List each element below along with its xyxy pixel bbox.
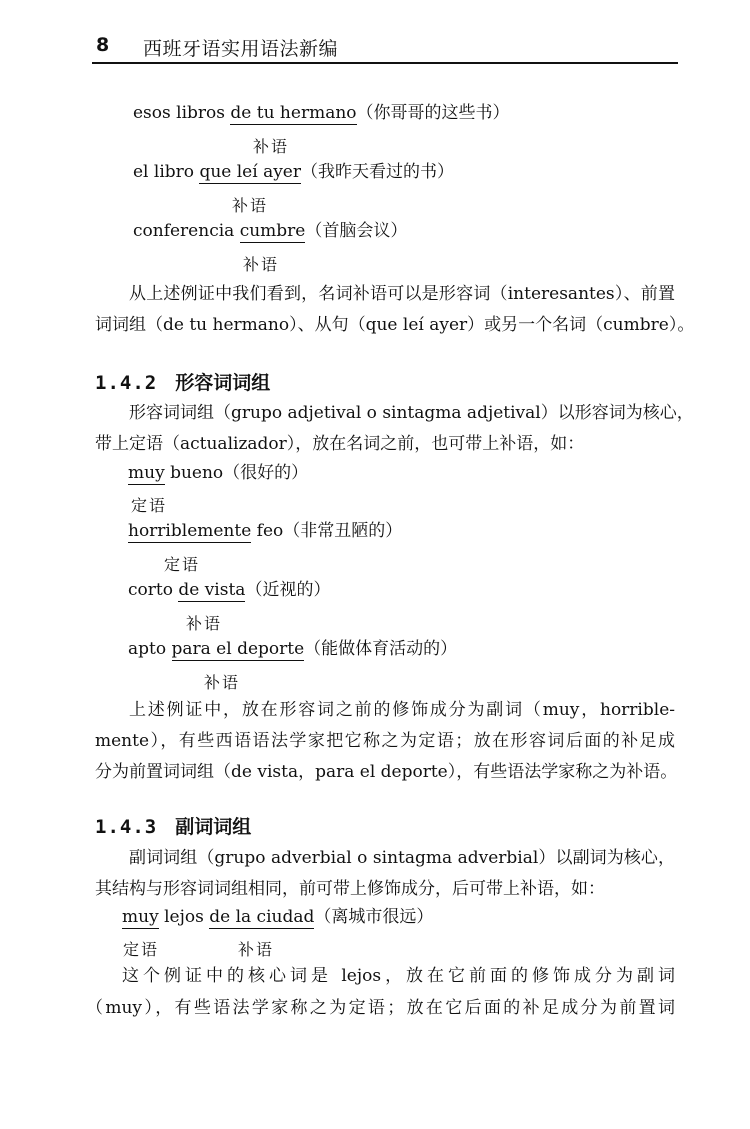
section-heading: [95, 814, 251, 840]
paragraph-line: （muy），有些语法学家称之为定语；放在它后面的补足成分为前置词: [86, 998, 675, 1018]
paragraph-line: 形容词词组（grupo adjetival o sintagma adjetival）以形容词为核心，: [129, 403, 694, 423]
example-line: [128, 637, 457, 661]
example-text: lejos: [158, 907, 210, 927]
underlined-complement: de tu hermano: [230, 103, 357, 123]
example-text: feo（非常丑陋的）: [251, 521, 403, 541]
example-translation: （离城市很远）: [314, 907, 434, 927]
grammar-tag: 补语: [232, 196, 269, 215]
paragraph-line: 分为前置词词组（de vista，para el deporte），有些语法学家称之为补语。: [95, 762, 678, 782]
paragraph-line: 这个例证中的核心词是 lejos，放在它前面的修饰成分为副词: [122, 966, 675, 986]
paragraph-line: 其结构与形容词词组相同，前可带上修饰成分，后可带上补语，如：: [95, 879, 605, 899]
grammar-tag: 定语: [123, 940, 160, 959]
example-line: [133, 219, 407, 243]
book-title: 西班牙语实用语法新编: [143, 38, 339, 60]
header-rule: [92, 62, 678, 64]
section-number: 1.4.2: [95, 372, 158, 394]
paragraph-line: 带上定语（actualizador），放在名词之前，也可带上补语，如：: [95, 434, 585, 454]
example-translation: （你哥哥的这些书）: [356, 103, 510, 123]
example-line: [133, 160, 454, 184]
example-line: [122, 905, 433, 929]
example-text: conferencia: [133, 221, 240, 241]
section-number: 1.4.3: [95, 816, 158, 838]
example-line: [128, 519, 402, 543]
example-translation: （首脑会议）: [305, 221, 408, 241]
grammar-tag: 补语: [186, 614, 223, 633]
section-title: 形容词词组: [175, 372, 271, 394]
example-line: [133, 101, 510, 125]
underlined-complement: que leí ayer: [199, 162, 301, 182]
paragraph-line: 上述例证中，放在形容词之前的修饰成分为副词（muy，horrible-: [129, 700, 675, 720]
underlined-modifier: muy: [128, 463, 165, 483]
example-text: apto: [128, 639, 172, 659]
grammar-tag: 补语: [253, 137, 290, 156]
grammar-tag: 补语: [238, 940, 275, 959]
example-text: bueno（很好的）: [164, 463, 309, 483]
grammar-tag: 补语: [243, 255, 280, 274]
underlined-complement: cumbre: [239, 221, 306, 241]
underlined-modifier: muy: [122, 907, 159, 927]
example-text: el libro: [133, 162, 200, 182]
paragraph-line: 从上述例证中我们看到，名词补语可以是形容词（interesantes）、前置: [129, 284, 675, 304]
underlined-complement: de vista: [178, 580, 246, 600]
section-title: 副词词组: [175, 816, 252, 838]
paragraph-line: 词词组（de tu hermano）、从句（que leí ayer）或另一个名词（cumbre）。: [95, 315, 695, 335]
grammar-tag: 定语: [131, 496, 168, 515]
example-text: esos libros: [133, 103, 231, 123]
page-header: [0, 0, 750, 70]
paragraph-line: mente），有些西语语法学家把它称之为定语；放在形容词后面的补足成: [95, 731, 675, 751]
section-heading: [95, 370, 270, 396]
example-line: [128, 578, 330, 602]
example-translation: （近视的）: [245, 580, 331, 600]
grammar-tag: 补语: [204, 673, 241, 692]
example-translation: （能做体育活动的）: [304, 639, 458, 659]
grammar-tag: 定语: [164, 555, 201, 574]
underlined-complement: de la ciudad: [209, 907, 315, 927]
example-text: corto: [128, 580, 179, 600]
underlined-modifier: horriblemente: [128, 521, 252, 541]
underlined-complement: para el deporte: [171, 639, 305, 659]
example-translation: （我昨天看过的书）: [301, 162, 454, 182]
example-line: [128, 461, 308, 485]
page-number: 8: [96, 34, 110, 56]
paragraph-line: 副词词组（grupo adverbial o sintagma adverbial）以副词为核心，: [129, 848, 675, 868]
